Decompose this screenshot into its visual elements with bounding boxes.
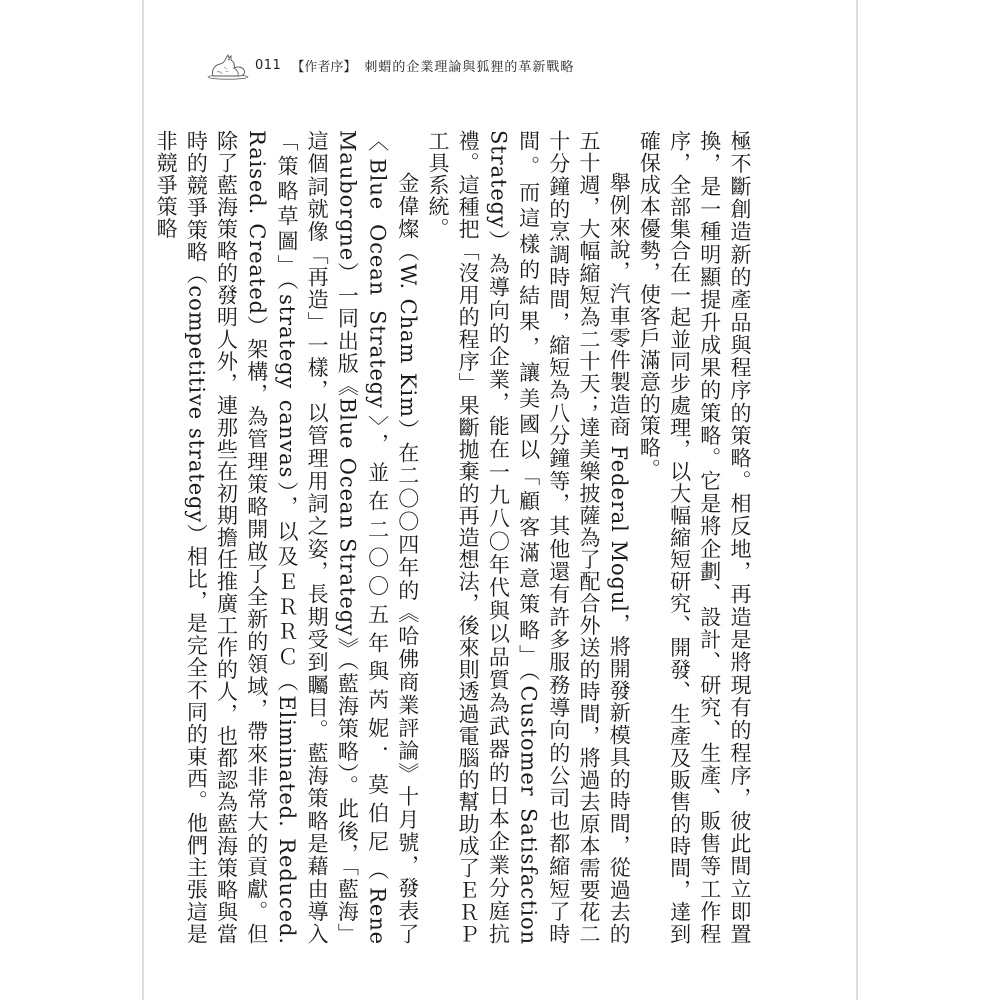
page-number: 011	[255, 57, 282, 73]
paragraph: 舉例來說，汽車零件製造商 Federal Mogul，將開發新模具的時間，從過去的五十週，大幅縮短為二十天；達美樂披薩為了配合外送的時間，將過去原本需要花二十分鐘的烹調時間，縮短為八分鐘等，其他還有許多服務導向的公司也都縮短了時間。而這樣的結果，讓美國以「顧客滿意策略」（Customer Satisfaction Strategy）為導向的企業，能在一九八〇年代與以品質為武器的日本企業分庭抗禮。這種把「沒用的程序」果斷拋棄的再造想法，後來則透過電腦的幫助成了ＥＲＰ工具系統。	[425, 130, 632, 945]
page-header	[205, 50, 574, 80]
body-text	[151, 130, 755, 945]
chapter-title: 刺蝟的企業理論與狐狸的革新戰略	[364, 59, 575, 75]
paragraph: 金偉燦（W. Cham Kim）在二〇〇四年的《哈佛商業評論》十月號，發表了〈Blue Ocean Strategy〉，並在二〇〇五年與芮妮．莫伯尼（Rene Mauborgne）一同出版《Blue Ocean Strategy》（藍海策略）。此後，「藍海」這個詞就像「再造」一樣，以管理用詞之姿，長期受到矚目。藍海策略是藉由導入「策略草圖」（strategy canvas），以及ＥＲＲＣ（Eliminated. Reduced. Raised. Created）架構，為管理策略開啟了全新的領域，帶來非常大的貢獻。但除了藍海策略的發明人外，連那些在初期擔任推廣工作的人，也都認為藍海策略與當時的競爭策略（competitive strategy）相比，是完全不同的東西。他們主張這是非競爭策略	[154, 130, 420, 945]
section-label: 【作者序】	[291, 59, 357, 75]
paragraph: 極不斷創造新的產品與程序的策略。相反地，再造是將現有的程序，彼此間立即置換，是一種明顯提升成果的策略。它是將企劃、設計、研究、生產、販售等工作程序，全部集合在一起並同步處理，以大幅縮短研究、開發、生產及販售的時間，達到確保成本優勢，使客戶滿意的策略。	[637, 130, 752, 945]
fox-logo-icon	[205, 50, 251, 80]
